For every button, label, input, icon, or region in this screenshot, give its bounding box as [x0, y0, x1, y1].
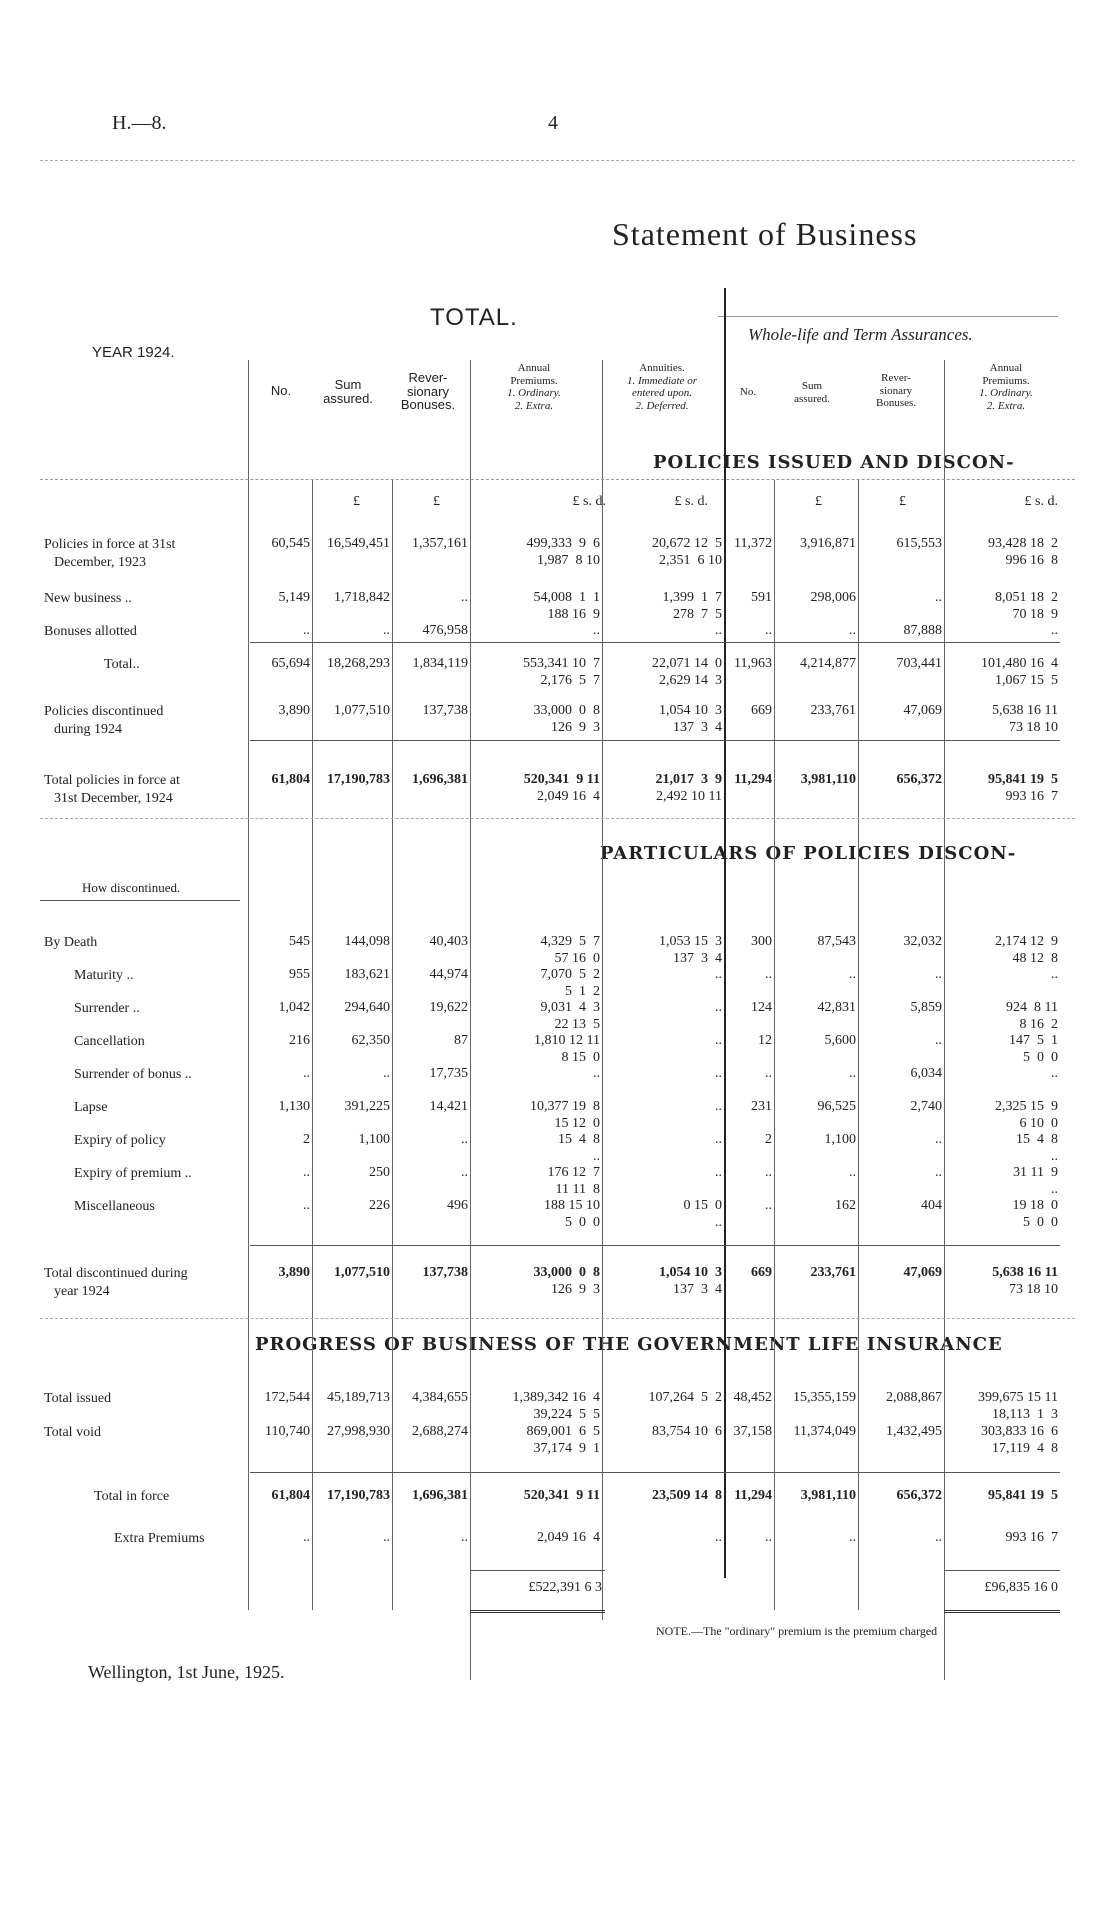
row-label-line: December, 1923	[54, 555, 146, 570]
row-label	[44, 1424, 101, 1442]
page-title: Statement of Business	[612, 216, 918, 252]
table-cell: 39,224 5 5	[533, 1407, 600, 1422]
table-cell: ..	[849, 967, 856, 982]
table-cell: 137 3 4	[673, 951, 722, 966]
table-cell: 137 3 4	[673, 1282, 722, 1297]
table-cell: 33,000 0 8	[533, 1265, 600, 1280]
table-cell: ..	[935, 1530, 942, 1545]
table-cell: 5,149	[278, 590, 310, 605]
table-cell: ..	[715, 1099, 722, 1114]
table-cell: ..	[935, 1165, 942, 1180]
table-cell: ..	[765, 1165, 772, 1180]
row-label	[74, 1000, 140, 1018]
unit: £	[815, 494, 822, 509]
footnote: NOTE.—The "ordinary" premium is the premium charged	[656, 1624, 938, 1638]
table-cell: 47,069	[903, 703, 942, 718]
table-cell: 924 8 11	[1006, 1000, 1058, 1015]
table-cell: 1,987 8 10	[537, 553, 600, 568]
table-cell: ..	[1051, 1066, 1058, 1081]
table-cell: 18,113 1 3	[992, 1407, 1058, 1422]
table-cell: 298,006	[810, 590, 856, 605]
table-cell: 8 16 2	[1019, 1017, 1058, 1032]
table-cell: 4,329 5 7	[540, 934, 600, 949]
table-cell: ..	[383, 1066, 390, 1081]
table-cell: 47,069	[903, 1265, 942, 1280]
row-label-line: Policies discontinued	[44, 704, 164, 719]
row-label	[74, 1198, 155, 1216]
col-head-wl-rev: Rever- sionary Bonuses.	[875, 372, 917, 410]
table-cell: ..	[935, 1132, 942, 1147]
table-cell: 87,543	[817, 934, 856, 949]
table-cell: 172,544	[264, 1390, 310, 1405]
table-cell: 2,688,274	[412, 1424, 468, 1439]
table-cell: ..	[849, 1165, 856, 1180]
table-cell: 300	[751, 934, 772, 949]
table-cell: 1,100	[824, 1132, 856, 1147]
table-cell: 65,694	[271, 656, 310, 671]
row-label-line: By Death	[44, 935, 98, 950]
table-cell: 5,638 16 11	[992, 703, 1058, 718]
table-cell: 73 18 10	[1009, 720, 1058, 735]
table-cell: 2,325 15 9	[995, 1099, 1058, 1114]
row-label-line: year 1924	[54, 1284, 110, 1299]
table-cell: 303,833 16 6	[981, 1424, 1058, 1439]
table-cell: 1,054 10 3	[659, 1265, 722, 1280]
table-cell: 476,958	[422, 623, 468, 638]
table-cell: ..	[383, 1530, 390, 1545]
table-cell: 5,638 16 11	[992, 1265, 1058, 1280]
table-cell: 12	[758, 1033, 772, 1048]
table-cell: 1,100	[358, 1132, 390, 1147]
table-cell: ..	[765, 967, 772, 982]
table-cell: 2,629 14 3	[659, 673, 722, 688]
row-label-line: New business ..	[44, 591, 132, 606]
table-cell: ..	[1051, 1149, 1058, 1164]
table-cell: 17,190,783	[327, 1488, 390, 1503]
row-label	[74, 1132, 166, 1150]
row-label-line: Extra Premiums	[114, 1531, 205, 1546]
table-cell: 22,071 14 0	[652, 656, 722, 671]
table-cell: 5 0 0	[1023, 1050, 1058, 1065]
table-cell: 48,452	[733, 1390, 772, 1405]
table-cell: 70 18 9	[1012, 607, 1058, 622]
table-cell: 2,088,867	[886, 1390, 942, 1405]
row-label	[44, 536, 175, 572]
table-cell: 87	[454, 1033, 468, 1048]
table-cell: 17,735	[429, 1066, 468, 1081]
row-label	[74, 1033, 145, 1051]
grand-total-wl-premiums: £96,835 16 0	[984, 1580, 1058, 1595]
table-cell: 11 11 8	[555, 1182, 600, 1197]
table-cell: 2	[303, 1132, 310, 1147]
table-cell: ..	[383, 623, 390, 638]
table-cell: 553,341 10 7	[523, 656, 600, 671]
table-cell: ..	[593, 623, 600, 638]
table-cell: ..	[303, 1165, 310, 1180]
table-cell: ..	[593, 1066, 600, 1081]
table-cell: 40,403	[429, 934, 468, 949]
table-cell: 183,621	[344, 967, 390, 982]
col-head-wl-no: No.	[739, 386, 757, 398]
table-cell: 1,399 1 7	[662, 590, 722, 605]
table-cell: 147 5 1	[1009, 1033, 1058, 1048]
table-cell: 87,888	[903, 623, 942, 638]
row-label-line: Total discontinued during	[44, 1266, 188, 1281]
table-cell: 1,077,510	[334, 703, 390, 718]
table-cell: ..	[303, 623, 310, 638]
table-cell: 15,355,159	[793, 1390, 856, 1405]
table-cell: 216	[289, 1033, 310, 1048]
row-label-line: Expiry of premium ..	[74, 1166, 192, 1181]
table-cell: 4,384,655	[412, 1390, 468, 1405]
section3-title: PROGRESS OF BUSINESS OF THE GOVERNMENT LIFE INSURANCE	[255, 1334, 1003, 1355]
table-cell: 162	[835, 1198, 856, 1213]
table-cell: 11,294	[734, 772, 772, 787]
table-cell: ..	[765, 1198, 772, 1213]
table-cell: 31 11 9	[1013, 1165, 1058, 1180]
table-cell: 11,372	[734, 536, 772, 551]
table-cell: 62,350	[351, 1033, 390, 1048]
table-cell: 1,834,119	[412, 656, 468, 671]
table-cell: 124	[751, 1000, 772, 1015]
col-head-annuities: Annuities. 1. Immediate or entered upon. 2. Deferred.	[627, 362, 697, 412]
table-cell: ..	[715, 1132, 722, 1147]
table-cell: 955	[289, 967, 310, 982]
table-cell: 1,696,381	[412, 1488, 468, 1503]
table-cell: 188 15 10	[544, 1198, 600, 1213]
table-cell: 9,031 4 3	[540, 1000, 600, 1015]
table-cell: 615,553	[896, 536, 942, 551]
table-cell: 5,859	[910, 1000, 942, 1015]
table-cell: 669	[751, 703, 772, 718]
table-cell: 231	[751, 1099, 772, 1114]
table-cell: 6,034	[910, 1066, 942, 1081]
table-cell: 144,098	[344, 934, 390, 949]
table-cell: 10,377 19 8	[530, 1099, 600, 1114]
unit: £ s. d.	[572, 494, 606, 509]
table-cell: ..	[849, 623, 856, 638]
table-cell: 5,600	[824, 1033, 856, 1048]
row-label-line: Surrender of bonus ..	[74, 1067, 192, 1082]
table-cell: 294,640	[344, 1000, 390, 1015]
row-label	[74, 967, 134, 985]
table-cell: 107,264 5 2	[648, 1390, 722, 1405]
table-cell: 7,070 5 2	[540, 967, 600, 982]
table-cell: 15 12 0	[554, 1116, 600, 1131]
table-cell: 137 3 4	[673, 720, 722, 735]
table-cell: 5 1 2	[565, 984, 600, 999]
row-label-line: Lapse	[74, 1100, 108, 1115]
table-cell: 14,421	[429, 1099, 468, 1114]
table-cell: 520,341 9 11	[523, 1488, 600, 1503]
table-cell: 8,051 18 2	[995, 590, 1058, 605]
table-cell: ..	[303, 1198, 310, 1213]
table-cell: 8 15 0	[561, 1050, 600, 1065]
table-cell: 399,675 15 11	[978, 1390, 1058, 1405]
table-cell: 42,831	[817, 1000, 856, 1015]
table-cell: 5 0 0	[565, 1215, 600, 1230]
row-label-line: 31st December, 1924	[54, 791, 173, 806]
table-cell: 15 4 8	[1016, 1132, 1058, 1147]
table-cell: ..	[1051, 967, 1058, 982]
unit: £	[899, 494, 906, 509]
table-cell: ..	[715, 1530, 722, 1545]
table-cell: ..	[461, 590, 468, 605]
unit: £	[433, 494, 440, 509]
table-cell: ..	[935, 1033, 942, 1048]
table-cell: 2,176 5 7	[540, 673, 600, 688]
row-label	[114, 1530, 205, 1548]
table-cell: 188 16 9	[547, 607, 600, 622]
table-cell: 226	[369, 1198, 390, 1213]
table-cell: 176 12 7	[547, 1165, 600, 1180]
table-cell: ..	[715, 967, 722, 982]
table-cell: ..	[935, 590, 942, 605]
table-cell: 656,372	[896, 772, 942, 787]
table-cell: 404	[921, 1198, 942, 1213]
table-cell: 93,428 18 2	[988, 536, 1058, 551]
unit: £ s. d.	[1024, 494, 1058, 509]
table-cell: 11,374,049	[793, 1424, 856, 1439]
table-cell: 110,740	[265, 1424, 310, 1439]
table-cell: 137,738	[422, 1265, 468, 1280]
table-cell: 95,841 19 5	[988, 772, 1058, 787]
row-label	[44, 703, 163, 739]
table-cell: 703,441	[896, 656, 942, 671]
signature-place-date: Wellington, 1st June, 1925.	[88, 1662, 285, 1682]
row-label	[44, 623, 137, 641]
table-cell: ..	[461, 1132, 468, 1147]
table-cell: 1,077,510	[334, 1265, 390, 1280]
row-label-line: Policies in force at 31st	[44, 537, 176, 552]
table-cell: 250	[369, 1165, 390, 1180]
col-head-wl-sum: Sum assured.	[794, 380, 830, 405]
table-cell: 391,225	[344, 1099, 390, 1114]
table-cell: 993 16 7	[1005, 1530, 1058, 1545]
col-head-premiums: Annual Premiums. 1. Ordinary. 2. Extra.	[507, 362, 561, 412]
table-cell: 2,740	[910, 1099, 942, 1114]
table-cell: 496	[447, 1198, 468, 1213]
table-cell: ..	[1051, 1182, 1058, 1197]
row-label-line: Total policies in force at	[44, 773, 180, 788]
table-cell: 545	[289, 934, 310, 949]
table-cell: 3,981,110	[800, 1488, 856, 1503]
table-cell: 61,804	[271, 772, 310, 787]
table-cell: 60,545	[271, 536, 310, 551]
section1-title: POLICIES ISSUED AND DISCON-	[653, 452, 1015, 473]
table-cell: 1,810 12 11	[534, 1033, 600, 1048]
table-cell: 1,053 15 3	[659, 934, 722, 949]
table-cell: 83,754 10 6	[652, 1424, 722, 1439]
row-label-line: Total..	[104, 657, 140, 672]
table-cell: 3,916,871	[800, 536, 856, 551]
table-cell: 591	[751, 590, 772, 605]
whole-life-heading: Whole-life and Term Assurances.	[748, 325, 973, 344]
table-cell: ..	[715, 1215, 722, 1230]
table-cell: 19,622	[429, 1000, 468, 1015]
table-cell: 27,998,930	[327, 1424, 390, 1439]
document-reference: H.—8.	[112, 112, 167, 134]
table-cell: ..	[303, 1066, 310, 1081]
table-cell: 1,389,342 16 4	[512, 1390, 600, 1405]
col-head-rev: Rever- sionary Bonuses.	[400, 370, 456, 413]
table-cell: 20,672 12 5	[652, 536, 722, 551]
table-cell: 16,549,451	[327, 536, 390, 551]
year-label: YEAR 1924.	[92, 344, 175, 361]
table-cell: 126 9 3	[551, 720, 600, 735]
table-cell: ..	[303, 1530, 310, 1545]
row-label-line: Expiry of policy	[74, 1133, 166, 1148]
table-cell: ..	[765, 1530, 772, 1545]
table-cell: 15 4 8	[558, 1132, 600, 1147]
grand-total-premiums: £522,391 6 3	[528, 1580, 602, 1595]
table-cell: ..	[593, 1149, 600, 1164]
row-label	[74, 1066, 192, 1084]
table-cell: 1,696,381	[412, 772, 468, 787]
row-label	[74, 1165, 192, 1183]
table-cell: 233,761	[810, 1265, 856, 1280]
section2-title: PARTICULARS OF POLICIES DISCON-	[600, 843, 1017, 864]
table-cell: 2	[765, 1132, 772, 1147]
row-label-line: Total void	[44, 1425, 101, 1440]
how-discontinued-head: How discontinued.	[82, 880, 181, 895]
row-label-line: Total issued	[44, 1391, 112, 1406]
table-cell: 520,341 9 11	[523, 772, 600, 787]
table-cell: ..	[935, 967, 942, 982]
table-cell: 32,032	[903, 934, 942, 949]
row-label-line: Bonuses allotted	[44, 624, 137, 639]
table-cell: 48 12 8	[1012, 951, 1058, 966]
table-cell: 44,974	[429, 967, 468, 982]
table-cell: 869,001 6 5	[526, 1424, 600, 1439]
table-cell: 6 10 0	[1019, 1116, 1058, 1131]
table-cell: 101,480 16 4	[981, 656, 1058, 671]
table-cell: 57 16 0	[554, 951, 600, 966]
table-cell: ..	[1051, 623, 1058, 638]
row-label	[74, 1099, 107, 1117]
table-cell: 1,130	[278, 1099, 310, 1114]
table-cell: 126 9 3	[551, 1282, 600, 1297]
table-cell: 21,017 3 9	[655, 772, 722, 787]
table-cell: ..	[849, 1530, 856, 1545]
table-cell: 499,333 9 6	[526, 536, 600, 551]
table-cell: 278 7 5	[673, 607, 722, 622]
table-cell: 1,718,842	[334, 590, 390, 605]
table-cell: ..	[765, 1066, 772, 1081]
table-cell: 2,492 10 11	[656, 789, 722, 804]
row-label-line: Maturity ..	[74, 968, 134, 983]
row-label	[104, 656, 140, 674]
table-cell: 1,432,495	[886, 1424, 942, 1439]
table-cell: 1,067 15 5	[995, 673, 1058, 688]
table-cell: ..	[461, 1530, 468, 1545]
table-cell: 137,738	[422, 703, 468, 718]
row-label-line: Miscellaneous	[74, 1199, 155, 1214]
col-head-no: No.	[270, 383, 292, 398]
table-cell: 0 15 0	[683, 1198, 722, 1213]
table-cell: 1,054 10 3	[659, 703, 722, 718]
table-cell: 11,963	[734, 656, 772, 671]
table-cell: 233,761	[810, 703, 856, 718]
row-label-line: during 1924	[54, 722, 123, 737]
table-cell: 73 18 10	[1009, 1282, 1058, 1297]
table-cell: 996 16 8	[1005, 553, 1058, 568]
table-cell: ..	[715, 1033, 722, 1048]
row-label	[44, 934, 97, 952]
table-cell: 3,890	[278, 1265, 310, 1280]
row-label	[44, 590, 132, 608]
table-cell: 3,890	[278, 703, 310, 718]
table-cell: ..	[765, 623, 772, 638]
table-cell: 45,189,713	[327, 1390, 390, 1405]
row-label	[44, 1265, 188, 1301]
table-cell: ..	[849, 1066, 856, 1081]
col-head-wl-premiums: Annual Premiums. 1. Ordinary. 2. Extra.	[979, 362, 1033, 412]
table-cell: 54,008 1 1	[533, 590, 600, 605]
table-cell: 33,000 0 8	[533, 703, 600, 718]
table-cell: 2,174 12 9	[995, 934, 1058, 949]
table-cell: 37,174 9 1	[533, 1441, 600, 1456]
table-cell: 2,351 6 10	[659, 553, 722, 568]
table-cell: 22 13 5	[554, 1017, 600, 1032]
row-label-line: Surrender ..	[74, 1001, 140, 1016]
table-cell: 37,158	[733, 1424, 772, 1439]
table-cell: 96,525	[817, 1099, 856, 1114]
col-head-sum: Sum assured.	[323, 377, 373, 406]
row-label	[44, 772, 180, 808]
row-label-line: Total in force	[94, 1489, 170, 1504]
table-cell: 18,268,293	[327, 656, 390, 671]
table-cell: 2,049 16 4	[537, 789, 600, 804]
unit: £ s. d.	[674, 494, 708, 509]
row-label	[94, 1488, 169, 1506]
table-cell: ..	[715, 623, 722, 638]
table-cell: 1,357,161	[412, 536, 468, 551]
unit: £	[353, 494, 360, 509]
table-cell: 19 18 0	[1012, 1198, 1058, 1213]
table-cell: ..	[715, 1000, 722, 1015]
table-cell: 3,981,110	[800, 772, 856, 787]
table-cell: 17,119 4 8	[992, 1441, 1058, 1456]
page-number: 4	[548, 112, 558, 134]
total-heading: TOTAL.	[430, 304, 518, 331]
table-cell: ..	[715, 1165, 722, 1180]
table-cell: 4,214,877	[800, 656, 856, 671]
table-cell: 993 16 7	[1005, 789, 1058, 804]
table-cell: 61,804	[271, 1488, 310, 1503]
table-cell: 11,294	[734, 1488, 772, 1503]
table-cell: 1,042	[278, 1000, 310, 1015]
row-label-line: Cancellation	[74, 1034, 145, 1049]
table-cell: ..	[715, 1066, 722, 1081]
table-cell: ..	[461, 1165, 468, 1180]
table-cell: 95,841 19 5	[988, 1488, 1058, 1503]
table-cell: 2,049 16 4	[537, 1530, 600, 1545]
table-cell: 23,509 14 8	[652, 1488, 722, 1503]
row-label	[44, 1390, 111, 1408]
table-cell: 656,372	[896, 1488, 942, 1503]
table-cell: 17,190,783	[327, 772, 390, 787]
table-cell: 5 0 0	[1023, 1215, 1058, 1230]
table-cell: 669	[751, 1265, 772, 1280]
